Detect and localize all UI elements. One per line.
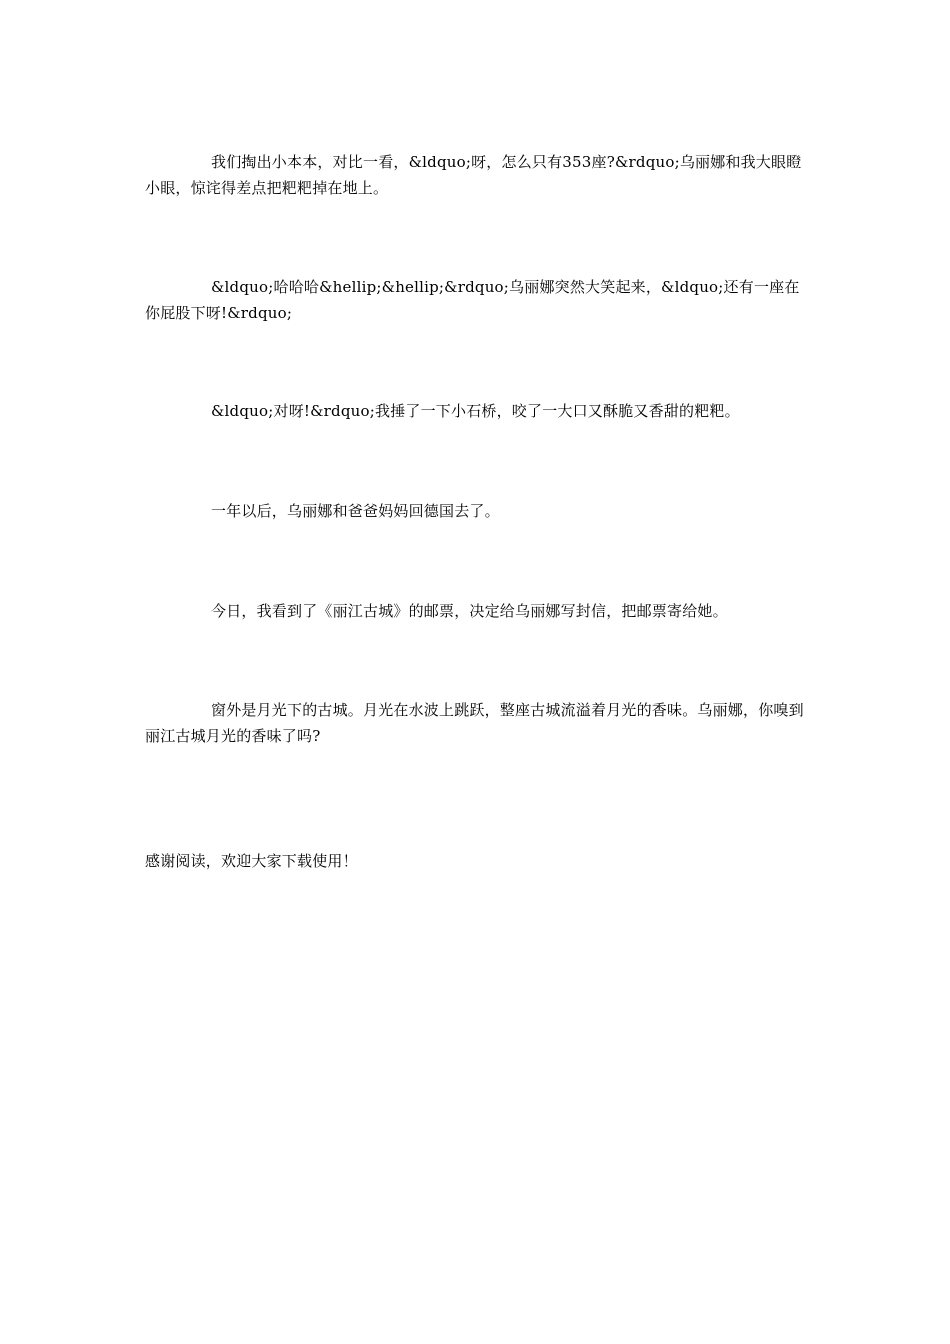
paragraph-6: 窗外是月光下的古城。月光在水波上跳跃，整座古城流溢着月光的香味。乌丽娜，你嗅到丽江古城月光的香味了吗? <box>145 701 804 745</box>
paragraph-4: 一年以后，乌丽娜和爸爸妈妈回德国去了。 <box>211 502 500 520</box>
paragraph-5: 今日，我看到了《丽江古城》的邮票，决定给乌丽娜写封信，把邮票寄给她。 <box>211 602 728 620</box>
closing-line: 感谢阅读，欢迎大家下载使用！ <box>145 852 358 870</box>
paragraph-1: 我们掏出小本本，对比一看，&ldquo;呀，怎么只有353座?&rdquo;乌丽娜和我大眼瞪小眼，惊诧得差点把粑粑掉在地上。 <box>145 153 802 197</box>
paragraph-3: &ldquo;对呀!&rdquo;我捶了一下小石桥，咬了一大口又酥脆又香甜的粑粑。 <box>211 402 740 420</box>
paragraph-2: &ldquo;哈哈哈&hellip;&hellip;&rdquo;乌丽娜突然大笑起来，&ldquo;还有一座在你屁股下呀!&rdquo; <box>145 278 800 322</box>
